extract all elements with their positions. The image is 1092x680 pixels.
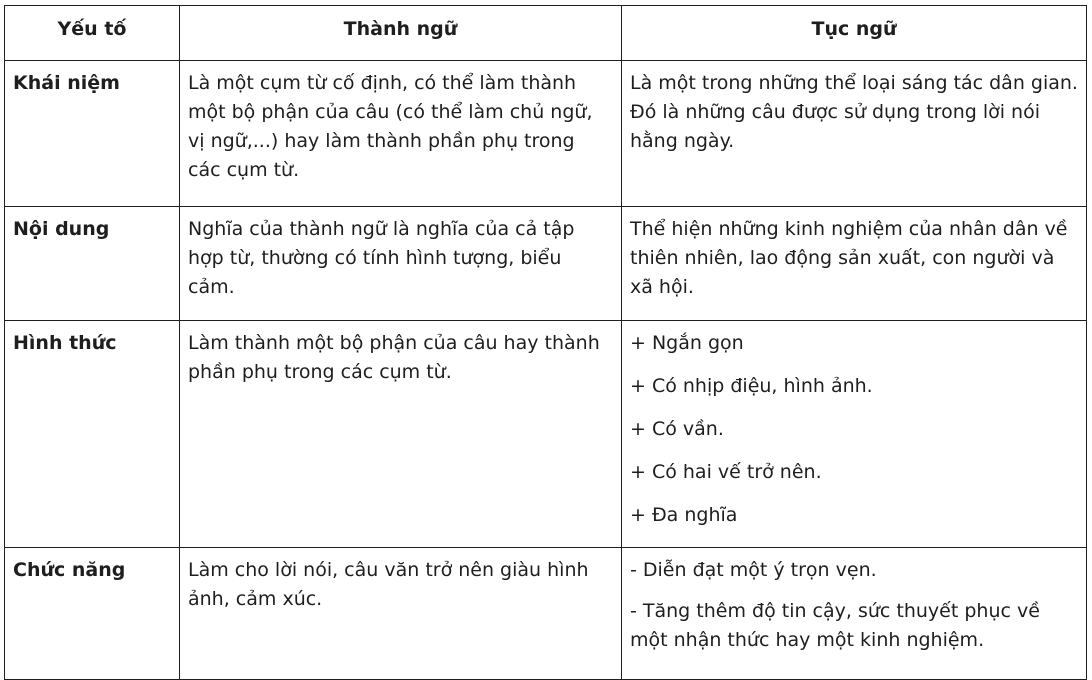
tuc-ngu-text: Là một trong những thể loại sáng tác dân gian. Đó là những câu được sử dụng trong lời nói hằng ngày. [630,72,1078,152]
thanh-ngu-cell [180,321,622,548]
table-row [5,321,1087,548]
tuc-ngu-cell [622,548,1087,680]
table-row [5,207,1087,321]
row-label-cell [5,321,180,548]
header-yeu-to: Yếu tố [5,6,180,61]
list-item: + Có hai vế trở nên. [630,461,822,483]
tuc-ngu-cell [622,321,1087,548]
tuc-ngu-text: Thể hiện những kinh nghiệm của nhân dân về thiên nhiên, lao động sản xuất, con người và xã hội. [630,218,1068,298]
tuc-ngu-list [622,548,1086,655]
list-item: - Tăng thêm độ tin cậy, sức thuyết phục về một nhận thức hay một kinh nghiệm. [630,600,1040,651]
list-item: - Diễn đạt một ý trọn vẹn. [630,559,877,581]
row-label-cell [5,61,180,207]
thanh-ngu-cell [180,548,622,680]
row-label: Chức năng [13,559,126,581]
thanh-ngu-text: Nghĩa của thành ngữ là nghĩa của cả tập hợp từ, thường có tính hình tượng, biểu cảm. [188,218,575,298]
tuc-ngu-cell [622,61,1087,207]
header-tuc-ngu: Tục ngữ [622,6,1087,61]
header-row [5,6,1087,61]
list-item: + Đa nghĩa [630,504,738,526]
row-label: Hình thức [13,332,117,354]
list-item: + Ngắn gọn [630,332,744,354]
tuc-ngu-cell [622,207,1087,321]
row-label-cell [5,207,180,321]
thanh-ngu-text: Làm thành một bộ phận của câu hay thành phần phụ trong các cụm từ. [188,332,600,383]
header-thanh-ngu: Thành ngữ [180,6,622,61]
row-label-cell [5,548,180,680]
list-item: + Có nhịp điệu, hình ảnh. [630,375,873,397]
thanh-ngu-cell [180,61,622,207]
thanh-ngu-text: Là một cụm từ cố định, có thể làm thành một bộ phận của câu (có thể làm chủ ngữ, vị ngữ,...) hay làm thành phần phụ trong các cụm từ. [188,72,593,181]
thanh-ngu-text: Làm cho lời nói, câu văn trở nên giàu hình ảnh, cảm xúc. [188,559,589,610]
list-item: + Có vần. [630,418,724,440]
comparison-table [4,5,1087,680]
row-label: Nội dung [13,218,110,240]
thanh-ngu-cell [180,207,622,321]
tuc-ngu-list [622,321,1086,530]
row-label: Khái niệm [13,72,120,94]
table-row [5,61,1087,207]
table-row [5,548,1087,680]
